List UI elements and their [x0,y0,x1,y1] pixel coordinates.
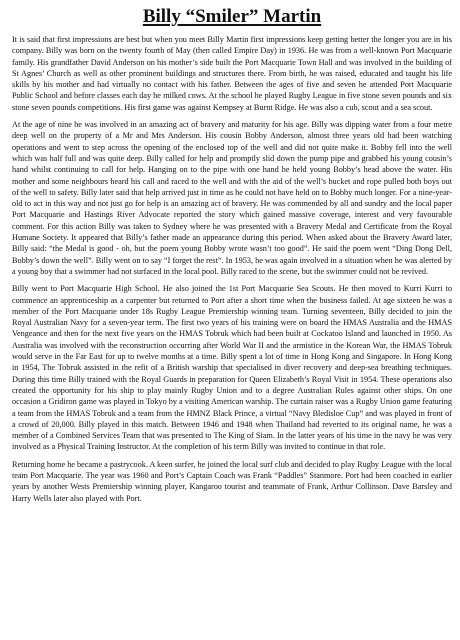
paragraph-well-rescue: At the age of nine he was involved in an amazing act of bravery and maturity for his age. Billy was dipping water from a four metre deep well on the property of a Mr and Mrs Anderson. His cousin Bobby Anderson, almost three years old had been watching operations and went to step across the opening of the enclosed top of the well and did not quite make it. Bobby fell into the well which was half full and was quite deep. Billy called for help and promptly slid down the pump pipe and grabbed his young cousin’s hand whilst continuing to call for help. Hanging on to the pipe with one hand he held young Bobby’s head above the water. His mother and some neighbours heard his call and raced to the well and with the aid of the well’s bucket and rope pulled both boys out of the well to safety. Billy later said that help arrived just in time as he could not have held on to Bobby much longer. For a nine-year-old to act in this way and not just go for help is an amazing act of bravery. He was commended by all and sundry and the local paper Port Macquarie and Hastings River Advocate reported the story which gained massive coverage, interest and very favourable comment. For this action Billy was taken to Sydney where he was presented with a Bravery Medal and Certificate from the Royal Humane Society. It appeared that Billy’s father made an appearance during this period. When asked about the Bravery Award later, Billy said: “the Medal is good - oh, but the poem young Bobby wrote wasn’t too good”. He said the poem went “Ding Dong Dell, Bobby’s down the well”. Billy went on to say “I forget the rest”. In 1953, he was again involved in a situation when he was alerted by a young boy that a swimmer had not surfaced in the local pool. Billy raced to the scene, but the swimmer could not be revived. [12,120,452,276]
paragraph-return-home: Returning home he became a pastrycook. A keen surfer, he joined the local surf club and decided to play Rugby League with the local team Port Macquarie. The year was 1960 and Port’s Captain Coach was Frank “Paddles” Stanmore. Port had been coached in earlier years by another Wests Premiership winning player, Kangaroo tourist and teammate of Frank, Arthur Collinson. Dave Barsley and Harry Wells later also played with Port. [12,459,452,503]
paragraph-early-life: It is said that first impressions are best but when you meet Billy Martin first impressions keep getting better the longer you are in his company. Billy was born on the twenty fourth of May (then called Empire Day) in 1936. He was from a well-known Port Macquarie family. His grandfather David Anderson on his mother’s side built the Port Macquarie Town Hall and was involved in the building of St Agnes’ Church as well as other prominent buildings and structures there. From birth, he was raised, educated and taught his life skills by his mother and had virtually no contact with his father. Between the ages of five and seven he attended Port Macquarie Public School and before classes each day he milked cows. At the school he played Rugby League in five stone seven pounds and six stone seven pounds competitions. His first game was against Kempsey at Burnt Ridge. He was also a cub, scout and a sea scout. [12,35,452,112]
document-title: Billy “Smiler” Martin [142,6,322,27]
paragraph-navy-service: Billy went to Port Macquarie High School. He also joined the 1st Port Macquarie Sea Scouts. He then moved to Kurri Kurri to commence an apprenticeship as a carpenter but returned to Port after a short time when the business failed. At age sixteen he was a member of the Port Macquarie under 18s Rugby League Premiership winning team. Turning seventeen, Billy decided to join the Royal Australian Navy for a seven-year term. The first two years of his training were on board the HMAS Australia and the HMAS Vengeance and then for the next five years on the HMAS Tobruk which had been built at Cockatoo Island and launched in 1950. As Australia was involved with the reconstruction occurring after World War II and the armistice in the Korean War, the HMAS Tobruk would serve in the Far East for up to twelve months at a time. Billy spent a lot of time in Hong Kong and Singapore. In Hong Kong in 1954, The Tobruk assisted in the refit of a British warship that specialised in diver recovery and deep-sea breathing techniques. During this time Billy trained with the Royal Guards in preparation for Queen Elizabeth’s Royal Visit in 1954. These operations also created the opportunity for his ship to play mainly Rugby Union and to a degree Australian Rules against other ships. On one occasion a Gridiron game was played in Tokyo by a visiting American warship. The curtain raiser was a Rugby Union game featuring a team from the HMAS Tobruk and a team from the HMNZ Black Prince, a virtual “Navy Bledisloe Cup” and was played in front of a crowd of 20,000. Billy played in this match. Between 1946 and 1948 when Thailand had reverted to its original name, he was a member of a Combined Services Team that was presented to The King of Siam. In the latter years of his time in the navy he was very involved as a Physical Training Instructor. At the completion of his term Billy was invited to continue in that role. [12,284,452,452]
